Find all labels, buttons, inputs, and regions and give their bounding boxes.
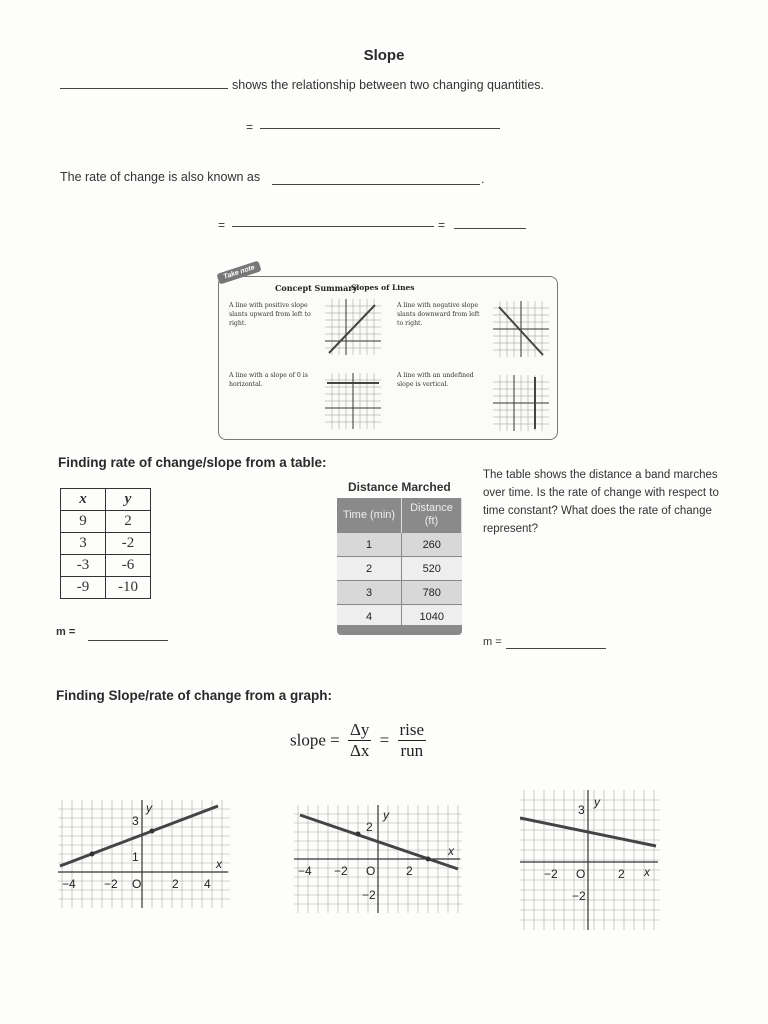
table-row <box>61 511 151 533</box>
run-label: run <box>400 741 424 760</box>
blank-line-1[interactable] <box>60 88 228 89</box>
blank-line-4[interactable] <box>232 226 434 227</box>
table-cell: -6 <box>106 555 151 577</box>
graph-2-tick: −2 <box>362 888 376 902</box>
equals-sign-1: = <box>246 120 254 134</box>
undefined-slope-graph <box>493 375 549 431</box>
graph-1-x-label: x <box>216 857 222 871</box>
graph-1 <box>58 800 230 908</box>
distance-table-title: Distance Marched <box>348 480 451 494</box>
graph-3-tick: −2 <box>544 867 558 881</box>
zero-slope-desc: A line with a slope of 0 is horizontal. <box>229 372 308 388</box>
table-cell: 780 <box>402 581 462 605</box>
graph-3-tick: 2 <box>618 867 625 881</box>
page-title: Slope <box>363 47 405 64</box>
delta-x: Δx <box>349 741 370 760</box>
graph-1-point <box>90 852 95 857</box>
graph-1-origin: O <box>132 877 142 891</box>
table-cell: 3 <box>61 533 106 555</box>
concept-title: Concept Summary <box>275 283 358 293</box>
negative-slope-graph <box>493 301 549 357</box>
rise-label: rise <box>399 720 425 739</box>
graph-1-y-label: y <box>146 801 152 815</box>
graph-2-tick: −2 <box>334 864 348 878</box>
table-cell: 4 <box>337 605 402 629</box>
graph-1-tick: 4 <box>204 877 211 891</box>
table-cell: -9 <box>61 577 106 599</box>
table-cell: 1 <box>337 533 402 557</box>
graph-2 <box>294 805 462 913</box>
m-label-right: m = <box>483 636 502 648</box>
formula-equals: = <box>379 730 390 750</box>
graph-2-x-label: x <box>448 844 454 858</box>
graph-2-y-label: y <box>383 808 389 822</box>
delta-fraction <box>348 720 371 761</box>
graph-section-heading: Finding Slope/rate of change from a graph: <box>56 688 333 703</box>
x-header: x <box>61 489 106 511</box>
blank-line-3[interactable] <box>272 184 480 185</box>
table-row <box>337 581 462 605</box>
graph-1-tick: 2 <box>172 877 179 891</box>
table-cell: 3 <box>337 581 402 605</box>
table-cell: -2 <box>106 533 151 555</box>
graph-3-tick: 3 <box>578 803 585 817</box>
positive-slope-graph <box>325 299 381 355</box>
graph-3 <box>520 790 660 930</box>
rate-text: The rate of change is also known as <box>60 170 261 184</box>
relationship-text: shows the relationship between two changing quantities. <box>232 78 545 92</box>
blank-line-5[interactable] <box>454 228 526 229</box>
distance-header: Distance (ft) <box>402 498 462 533</box>
graph-2-tick: 2 <box>406 864 413 878</box>
graph-3-y-label: y <box>594 795 600 809</box>
take-note-tag: Take note <box>216 260 262 284</box>
graph-1-tick: −4 <box>62 877 76 891</box>
concept-summary-box <box>218 264 558 440</box>
table-cell: 9 <box>61 511 106 533</box>
distance-table-footer <box>337 625 462 635</box>
table-cell: 520 <box>402 557 462 581</box>
xy-table <box>60 488 151 599</box>
graph-3-origin: O <box>576 867 586 881</box>
table-row <box>337 533 462 557</box>
m-label-left: m = <box>56 626 76 638</box>
positive-slope-desc: A line with positive slope slants upward from left to right. <box>229 302 311 327</box>
rise-run-fraction <box>398 720 427 761</box>
negative-slope-desc: A line with negative slope slants downward from left to right. <box>397 302 480 327</box>
undefined-slope-desc: A line with an undefined slope is vertical. <box>397 372 474 388</box>
period: . <box>481 172 485 186</box>
slope-formula <box>290 720 430 761</box>
blank-line-2[interactable] <box>260 128 500 129</box>
distance-table <box>337 498 462 628</box>
table-row <box>61 555 151 577</box>
m-answer-line-right[interactable] <box>506 648 606 649</box>
graph-2-origin: O <box>366 864 376 878</box>
table-row <box>61 533 151 555</box>
table-section-heading: Finding rate of change/slope from a table: <box>58 455 327 470</box>
m-answer-line-left[interactable] <box>88 640 168 641</box>
table-row <box>61 577 151 599</box>
band-question: The table shows the distance a band marches over time. Is the rate of change with respect to time constant? What does the rate of change represent? <box>483 469 719 535</box>
graph-3-tick: −2 <box>572 889 586 903</box>
equals-sign-3: = <box>438 218 446 232</box>
graph-1-tick: 1 <box>132 850 139 864</box>
zero-slope-graph <box>325 373 381 429</box>
delta-y: Δy <box>349 720 370 739</box>
graph-2-point <box>426 857 431 862</box>
graph-2-tick: 2 <box>366 820 373 834</box>
graph-1-tick: −2 <box>104 877 118 891</box>
graph-1-point <box>150 829 155 834</box>
formula-lhs: slope = <box>290 730 340 750</box>
equals-sign-2: = <box>218 218 226 232</box>
table-cell: 260 <box>402 533 462 557</box>
table-cell: 2 <box>106 511 151 533</box>
table-row <box>337 557 462 581</box>
graph-1-tick: 3 <box>132 814 139 828</box>
graph-2-tick: −4 <box>298 864 312 878</box>
table-cell: -10 <box>106 577 151 599</box>
table-cell: 2 <box>337 557 402 581</box>
table-cell: 1040 <box>402 605 462 629</box>
concept-subtitle: Slopes of Lines <box>351 283 415 292</box>
table-cell: -3 <box>61 555 106 577</box>
graph-2-point <box>356 832 361 837</box>
graph-3-x-label: x <box>644 865 650 879</box>
time-header: Time (min) <box>337 498 402 533</box>
y-header: y <box>106 489 151 511</box>
